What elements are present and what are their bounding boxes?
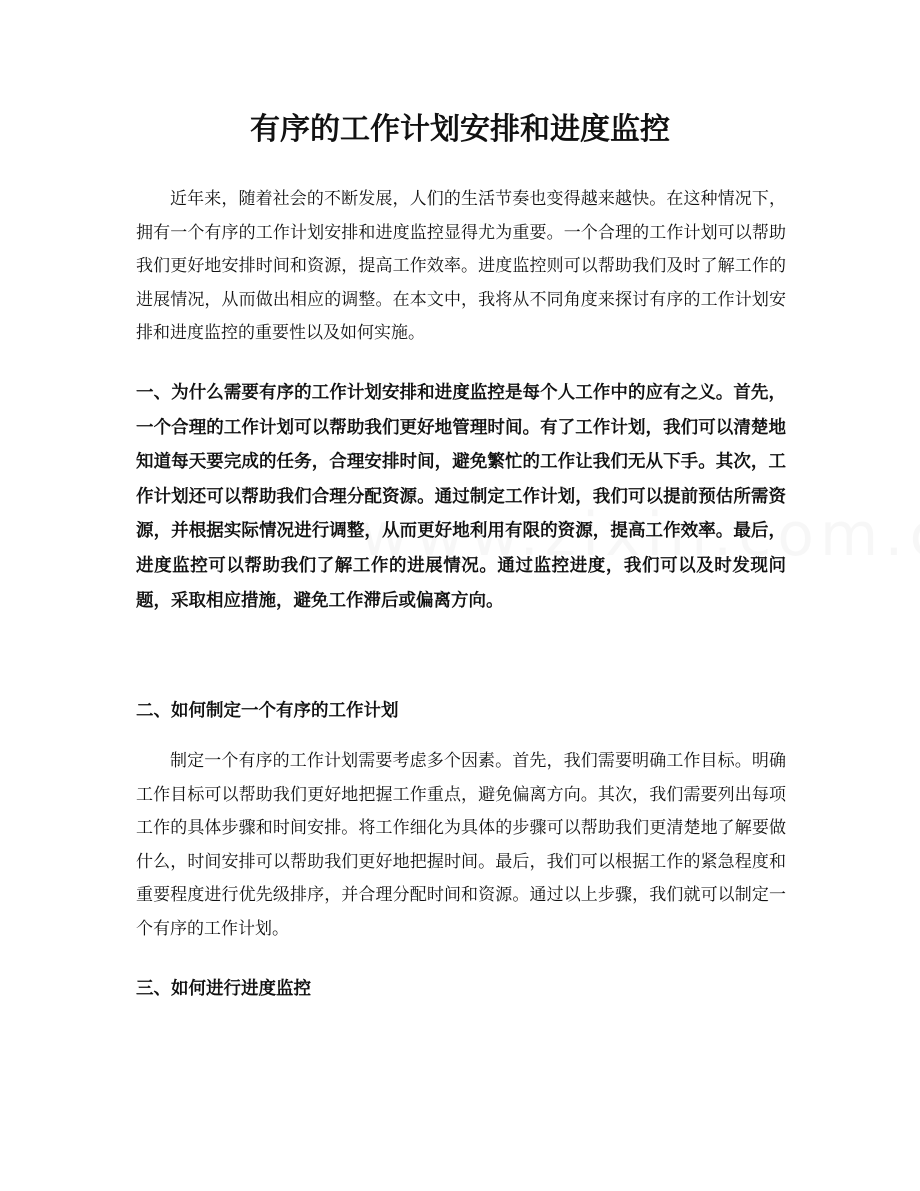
section2-paragraph: 制定一个有序的工作计划需要考虑多个因素。首先，我们需要明确工作目标。明确工作目标可以帮助我们更好地把握工作重点，避免偏离方向。其次，我们需要列出每项工作的具体步骤和时间安排。将工作细化为具体的步骤可以帮助我们更清楚地了解要做什么，时间安排可以帮助我们更好地把握时间。最后，我们可以根据工作的紧急程度和重要程度进行优先级排序，并合理分配时间和资源。通过以上步骤，我们就可以制定一个有序的工作计划。 bbox=[136, 751, 786, 939]
page-title: 有序的工作计划安排和进度监控 bbox=[250, 112, 670, 147]
section3-heading: 三、如何进行进度监控 bbox=[136, 979, 311, 999]
section1-bold-paragraph: 一、为什么需要有序的工作计划安排和进度监控是每个人工作中的应有之义。首先，一个合理的工作计划可以帮助我们更好地管理时间。有了工作计划，我们可以清楚地知道每天要完成的任务，合理安排时间，避免繁忙的工作让我们无从下手。其次，工作计划还可以帮助我们合理分配资源。通过制定工作计划，我们可以提前预估所需资源，并根据实际情况进行调整，从而更好地利用有限的资源，提高工作效率。最后，进度监控可以帮助我们了解工作的进展情况。通过监控进度，我们可以及时发现问题，采取相应措施，避免工作滞后或偏离方向。 bbox=[136, 383, 786, 611]
intro-paragraph: 近年来，随着社会的不断发展，人们的生活节奏也变得越来越快。在这种情况下，拥有一个有序的工作计划安排和进度监控显得尤为重要。一个合理的工作计划可以帮助我们更好地安排时间和资源，提高工作效率。进度监控则可以帮助我们及时了解工作的进展情况，从而做出相应的调整。在本文中，我将从不同角度来探讨有序的工作计划安排和进度监控的重要性以及如何实施。 bbox=[136, 189, 786, 343]
section2-heading: 二、如何制定一个有序的工作计划 bbox=[136, 701, 399, 721]
